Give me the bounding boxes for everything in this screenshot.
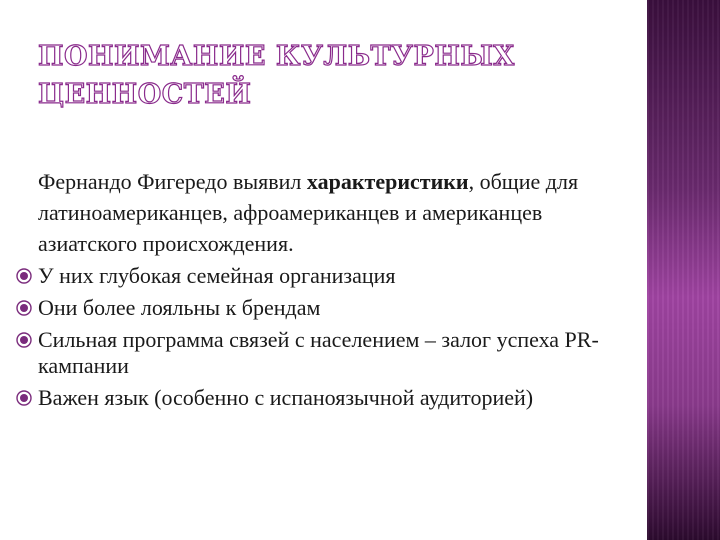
list-item [38,263,638,289]
bullet-list [38,263,638,411]
list-item [38,295,638,321]
intro-text-bold: характеристики [306,169,469,194]
bullet-text: У них глубокая семейная организация [38,263,396,288]
bullet-text: Сильная программа связей с населением – залог успеха PR-кампании [38,327,599,378]
bullet-target-icon [16,268,32,284]
bullet-target-icon [16,390,32,406]
slide-title: ПОНИМАНИЕ КУЛЬТУРНЫХ ЦЕННОСТЕЙ [38,41,515,110]
list-item [38,385,638,411]
decorative-side-bar [647,0,720,540]
bullet-target-icon [16,332,32,348]
intro-text-after: , общие для латиноамериканцев, афроамериканцев и американцев азиатского происхождения. [38,169,579,256]
bullet-target-icon [16,300,32,316]
intro-paragraph [38,166,638,259]
bullet-text: Важен язык (особенно с испаноязычной аудиторией) [38,385,534,410]
slide-content [38,166,638,417]
bullet-text: Они более лояльны к брендам [38,295,321,320]
list-item [38,327,638,379]
intro-text-before: Фернандо Фигередо выявил [38,169,307,194]
